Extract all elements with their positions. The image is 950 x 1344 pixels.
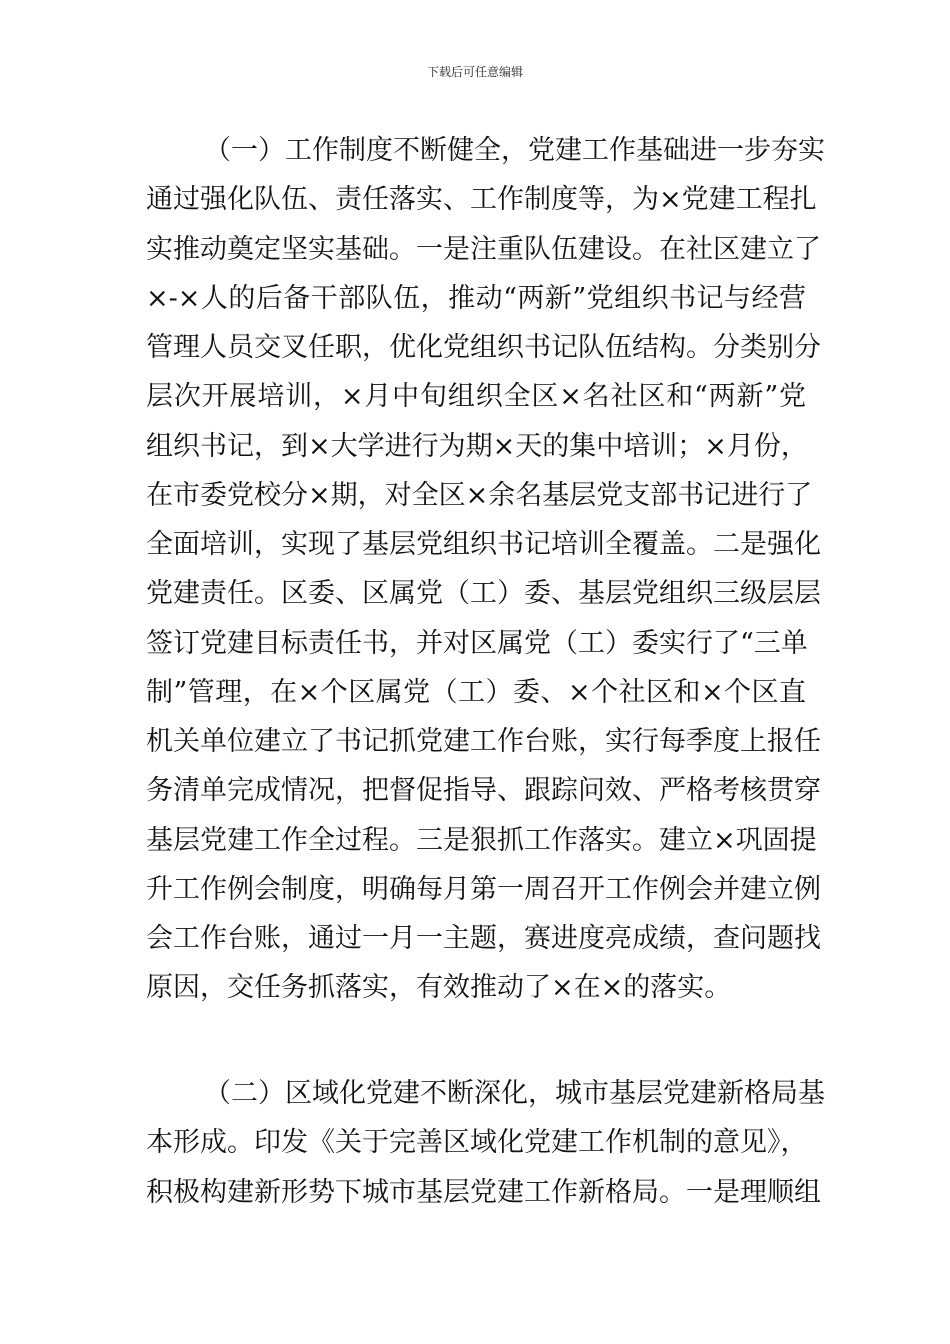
paragraph-line: 务清单完成情况，把督促指导、跟踪问效、严格考核贯穿 [146,775,821,807]
paragraph-line: 会工作台账，通过一月一主题，赛进度亮成绩，查问题找 [146,923,821,954]
paragraph-line: 层次开展培训，×月中旬组织全区×名社区和“两新”党 [146,381,806,413]
paragraph-line: 签订党建目标责任书，并对区属党（工）委实行了“三单 [146,627,808,659]
paragraph-line: 升工作例会制度，明确每月第一周召开工作例会并建立例 [146,873,821,905]
paragraph-line: 管理人员交叉任职，优化党组织书记队伍结构。分类别分 [146,332,821,363]
paragraph-line: 基层党建工作全过程。三是狠抓工作落实。建立×巩固提 [146,824,817,856]
paragraph-2 [146,1069,825,1217]
paragraph-line: （一）工作制度不断健全，党建工作基础进一步夯实 [204,135,825,166]
paragraph-line: ×-×人的后备干部队伍，推动“两新”党组织书记与经营 [146,282,806,314]
paragraph-line: 实推动奠定坚实基础。一是注重队伍建设。在社区建立了 [146,233,821,265]
paragraph-line: 机关单位建立了书记抓党建工作台账，实行每季度上报任 [146,726,821,757]
paragraph-1 [146,126,825,1013]
paragraph-line: （二）区域化党建不断深化，城市基层党建新格局基 [204,1078,825,1109]
paragraph-line: 本形成。印发《关于完善区域化党建工作机制的意见》， [146,1127,808,1159]
page-header-note: 下载后可任意编辑 [426,65,523,79]
paragraph-line: 原因，交任务抓落实，有效推动了×在×的落实。 [146,972,732,1004]
paragraph-line: 通过强化队伍、责任落实、工作制度等，为×党建工程扎 [146,184,817,216]
paragraph-line: 积极构建新形势下城市基层党建工作新格局。一是理顺组 [146,1176,821,1208]
paragraph-line: 全面培训，实现了基层党组织书记培训全覆盖。二是强化 [146,529,821,560]
paragraph-line: 在市委党校分×期，对全区×余名基层党支部书记进行了 [146,479,813,511]
paragraph-line: 党建责任。区委、区属党（工）委、基层党组织三级层层 [146,578,821,610]
paragraph-line: 制”管理，在×个区属党（工）委、×个社区和×个区直 [146,676,806,708]
paragraph-line: 组织书记，到×大学进行为期×天的集中培训；×月份， [146,430,808,462]
